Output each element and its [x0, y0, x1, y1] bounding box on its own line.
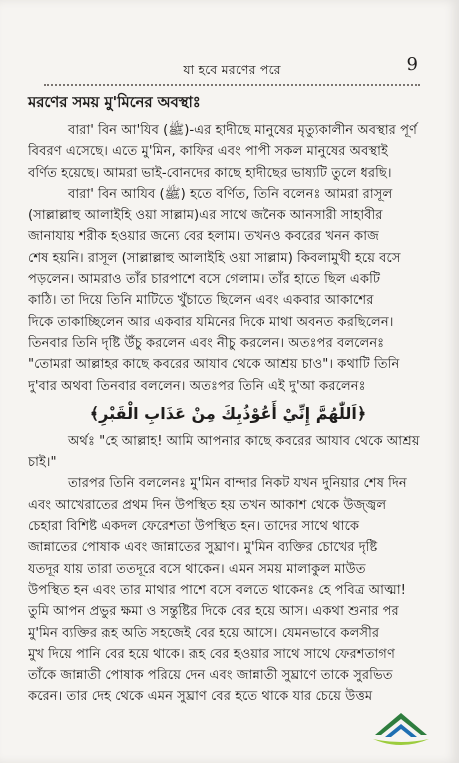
- text-line: জানাযায় শরীক হওয়ার জন্যে বের হলাম। তখনও কবরের খনন কাজ: [28, 229, 379, 245]
- text-line: উপস্থিত হন এবং তার মাথার পাশে বসে বলতে থাকেনঃ হে পবিত্র আত্মা!: [28, 582, 406, 598]
- text-line: পড়লেন। আমরাও তাঁর চারপাশে বসে গেলাম। তাঁর হাতে ছিল একটি: [28, 272, 381, 288]
- text-line: যতদূর যায় তারা ততদূরে বসে থাকেন। এমন সময় মালাকুল মাউত: [28, 561, 366, 577]
- page-number: 9: [406, 54, 418, 75]
- text-line: বর্ণিত হয়েছে। আমরা ভাই-বোনদের কাছে হাদীছের ভাষ্যটি তুলে ধরছি।: [28, 165, 392, 181]
- text-line: বিবরণ এসেছে। এতে মু'মিন, কাফির এবং পাপী সকল মানুষের অবস্থাই: [28, 144, 388, 160]
- arabic-dua: ﴿اَللّٰهُمَّ إِنِّيْ أَعُوْذُبِكَ مِنْ عَذَابِ الْقَبْرِ﴾: [89, 403, 367, 423]
- text-line: তারপর তিনি বললেনঃ মু'মিন বান্দার নিকট যখন দুনিয়ার শেষ দিন: [68, 476, 407, 492]
- text-line: চাই।": [28, 455, 57, 471]
- page-header: [44, 54, 420, 86]
- text-line: কাঠি। তা দিয়ে তিনি মাটিতে খুঁচাতে ছিলেন এবং একবার আকাশের: [28, 293, 374, 309]
- paragraph-2: [28, 184, 428, 397]
- text-line: বারা' বিন আযিব (ﷺ) হতে বর্ণিত, তিনি বলেনঃ আমরা রাসূল: [68, 186, 393, 202]
- text-line: দিকে তাকাচ্ছিলেন আর একবার যমিনের দিকে মাথা অবনত করছিলেন।: [28, 314, 394, 330]
- text-line: "তোমরা আল্লাহর কাছে কবরের আযাব থেকে আশ্রয় চাও"। কথাটি তিনি: [28, 357, 400, 373]
- text-line: অর্থঃ "হে আল্লাহ! আমি আপনার কাছে কবরের আযাব থেকে আশ্রয়: [68, 433, 420, 449]
- translation: [28, 431, 428, 474]
- text-line: শেষ হয়নি। রাসূল (সাল্লাল্লাহু আলাইহি ওয়া সাল্লাম) কিবলামুখী হয়ে বসে: [28, 250, 401, 266]
- text-line: তুমি আপন প্রভুর ক্ষমা ও সন্তুষ্টির দিকে বের হয়ে আস। একথা শুনার পর: [28, 604, 399, 620]
- section-heading: মরণের সময় মু'মিনের অবস্থাঃ: [28, 94, 201, 111]
- publisher-logo-icon: [371, 709, 431, 749]
- text-line: জান্নাতের পোষাক এবং জান্নাতের সুঘ্রাণ। মু'মিন ব্যক্তির চোখের দৃষ্টি: [28, 540, 378, 556]
- page-body: [28, 92, 428, 708]
- text-line: তাঁকে জান্নাতী পোষাক পরিয়ে দেন এবং জান্নাতী সুঘ্রাণে তাকে সুরভিত: [28, 668, 393, 684]
- text-line: চেহারা বিশিষ্ট একদল ফেরেশতা উপস্থিত হন। তাদের সাথে থাকে: [28, 519, 360, 535]
- paragraph-1: [28, 120, 428, 184]
- text-line: মু'মিন ব্যক্তির রূহ অতি সহজেই বের হয়ে আসে। যেমনভাবে কলসীর: [28, 625, 380, 641]
- text-line: তিনবার তিনি দৃষ্টি উঁচু করলেন এবং নীচু করলেন। অতঃপর বললেনঃ: [28, 335, 385, 351]
- text-line: (সাল্লাল্লাহু আলাইহি ওয়া সাল্লাম)এর সাথে জনৈক আনসারী সাহাবীর: [28, 208, 383, 224]
- paragraph-3: [28, 473, 428, 707]
- running-title: যা হবে মরণের পরে: [183, 62, 281, 77]
- text-line: করেন। তার দেহ থেকে এমন সুঘ্রাণ বের হতে থাকে যার চেয়ে উত্তম: [28, 689, 373, 705]
- text-line: মুখ দিয়ে পানি বের হয়ে থাকে। রূহ বের হওয়ার সাথে সাথে ফেরশতাগণ: [28, 646, 395, 662]
- text-line: দু'বার অথবা তিনবার বললেন। অতঃপর তিনি এই দু'আ করলেনঃ: [28, 378, 366, 394]
- text-line: এবং আখেরাতের প্রথম দিন উপস্থিত হয় তখন আকাশ থেকে উজ্জ্বল: [28, 497, 387, 513]
- text-line: বারা' বিন আ'যিব (ﷺ)-এর হাদীছে মানুষের মৃত্যুকালীন অবস্থার পূর্ণ: [68, 123, 418, 138]
